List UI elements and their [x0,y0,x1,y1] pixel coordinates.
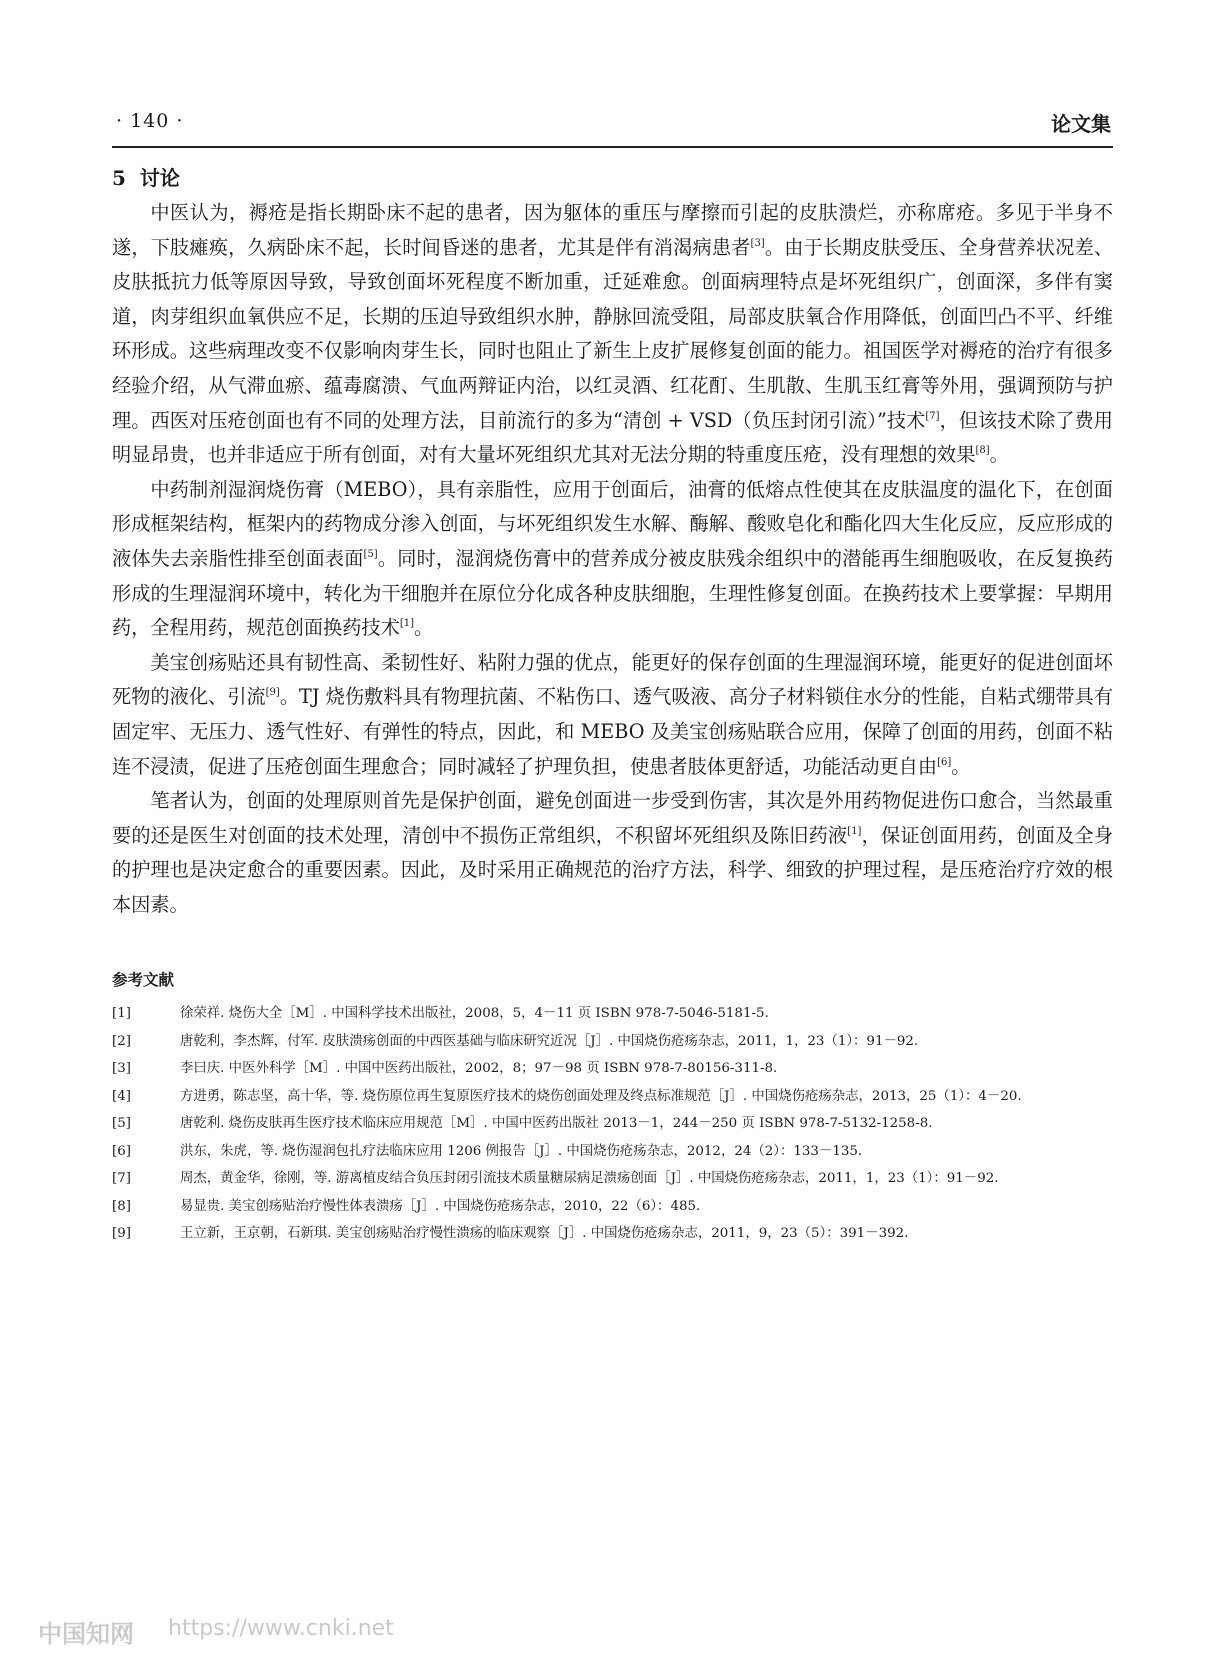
citation-marker[interactable]: [3] [750,237,765,249]
paragraph-text: 。由于长期皮肤受压、全身营养状况差、皮肤抵抗力低等原因导致，导致创面坏死程度不断加重，迁延难愈。创面病理特点是坏死组织广，创面深，多伴有窦道，肉芽组织血氧供应不足，长期的压迫导致组织水肿，静脉回流受阻，局部皮肤氧合作用降低，创面凹凸不平、纤维环形成。这些病理改变不仅影响肉芽生长，同时也阻止了新生上皮扩展修复创面的能力。祖国医学对褥疮的治疗有很多经验介绍，从气滞血瘀、蕴毒腐溃、气血两辩证内治，以红灵酒、红花酊、生肌散、生肌玉红膏等外用，强调预防与护理。西医对压疮创面也有不同的处理方法，目前流行的多为“清创 + VSD（负压封闭引流）”技术 [112,235,1114,432]
reference-item [112,1165,1113,1193]
reference-text: 徐荣祥. 烧伤大全［M］. 中国科学技术出版社，2008，5，4－11 页 ISBN 978-7-5046-5181-5. [180,1006,769,1021]
reference-number: [6] [112,1143,131,1159]
reference-item [112,1110,1113,1138]
page-number: · 140 · [116,110,184,132]
citation-marker[interactable]: [9] [265,687,280,699]
reference-text: 洪东，朱虎，等. 烧伤湿润包扎疗法临床应用 1206 例报告［J］. 中国烧伤疮疡杂志，2012，24（2）：133－135. [180,1143,863,1159]
reference-number: [7] [112,1171,131,1186]
section-title: 讨论 [139,166,180,190]
citation-marker[interactable]: [6] [937,756,952,768]
citation-marker[interactable]: [7] [925,410,940,422]
cnki-watermark-url: https://www.cnki.net [168,1616,394,1641]
paragraph-text: ，但该技术除了费用明显昂贵，也并非适应于所有创面，对有大量坏死组织尤其对无法分期的特重度压疮，没有理想的效果 [112,408,1113,467]
reference-item [112,1083,1113,1111]
reference-item [112,1000,1113,1028]
reference-number: [9] [112,1226,131,1241]
paragraph-text: 笔者认为，创面的处理原则首先是保护创面，避免创面进一步受到伤害，其次是外用药物促进伤口愈合，当然最重要的还是医生对创面的技术处理，清创中不损伤正常组织，不积留坏死组织及陈旧药液 [112,789,1113,847]
paragraph-text: 。 [413,616,434,640]
reference-number: [1] [112,1006,131,1021]
journal-section-title: 论文集 [1051,112,1111,136]
references-heading: 参考文献 [112,970,175,989]
reference-text: 方进勇，陈志坚，高十华，等. 烧伤原位再生复原医疗技术的烧伤创面处理及终点标准规范［J］. 中国烧伤疮疡杂志，2013，25（1）：4－20. [180,1088,1022,1104]
reference-text: 唐乾利，李杰辉，付军. 皮肤溃疡创面的中西医基础与临床研究近况［J］. 中国烧伤疮疡杂志，2011，1，23（1）：91－92. [180,1033,919,1049]
citation-marker[interactable]: [5] [363,548,378,560]
paragraph-text: 中医认为，褥疮是指长期卧床不起的患者，因为躯体的重压与摩擦而引起的皮肤溃烂，亦称席疮。多见于半身不遂，下肢瘫痪，久病卧床不起，长时间昏迷的患者，尤其是伴有消渴病患者 [112,201,1113,259]
reference-item [112,1028,1113,1056]
reference-text: 李曰庆. 中医外科学［M］. 中国中医药出版社，2002，8；97－98 页 ISBN 978-7-80156-311-8. [180,1061,778,1076]
paragraph-text: 。同时，湿润烧伤膏中的营养成分被皮肤残余组织中的潜能再生细胞吸收，在反复换药形成的生理湿润环境中，转化为干细胞并在原位分化成各种皮肤细胞，生理性修复创面。在换药技术上要掌握：早期用药，全程用药，规范创面换药技术 [112,546,1114,640]
reference-number: [2] [112,1033,131,1049]
section-heading [112,162,180,191]
discussion-body [112,196,1113,922]
reference-text: 唐乾利. 烧伤皮肤再生医疗技术临床应用规范［M］. 中国中医药出版社 2013－1，244－250 页 ISBN 978-7-5132-1258-8. [180,1116,933,1131]
citation-marker[interactable]: [1] [847,825,862,837]
reference-number: [5] [112,1116,131,1131]
section-number: 5 [112,166,126,190]
paragraph-text: 。TJ 烧伤敷料具有物理抗菌、不粘伤口、透气吸液、高分子材料锁住水分的性能，自粘式绷带具有固定牢、无压力、透气性好、有弹性的特点，因此，和 MEBO 及美宝创疡贴联合应用，保障了创面的用药，创面不粘连不浸渍，促进了压疮创面生理愈合；同时减轻了护理负担，使患者肢体更舒适，功能活动更自由 [112,685,1113,778]
reference-number: [4] [112,1088,131,1104]
reference-text: 易显贵. 美宝创疡贴治疗慢性体表溃疡［J］. 中国烧伤疮疡杂志，2010，22（6）：485. [180,1198,701,1214]
reference-item [112,1138,1113,1166]
reference-item [112,1220,1113,1248]
body-paragraph [112,473,1113,646]
paragraph-text: 。 [951,754,971,778]
citation-marker[interactable]: [1] [399,618,414,630]
paragraph-text: 。 [989,443,1009,467]
paragraph-text: 美宝创疡贴还具有韧性高、柔韧性好、粘附力强的优点，能更好的保存创面的生理湿润环境，能更好的促进创面坏死物的液化、引流 [112,650,1113,709]
body-paragraph [112,646,1113,784]
reference-number: [3] [112,1061,131,1076]
reference-text: 王立新，王京朝，石新琪. 美宝创疡贴治疗慢性溃疡的临床观察［J］. 中国烧伤疮疡杂志，2011，9，23（5）：391－392. [180,1226,909,1241]
references-list [112,1000,1113,1248]
reference-item [112,1055,1113,1083]
body-paragraph [112,196,1113,473]
body-paragraph [112,784,1113,922]
reference-item [112,1193,1113,1221]
header-divider [112,146,1113,148]
citation-marker[interactable]: [8] [975,445,990,457]
reference-text: 周杰，黄金华，徐刚，等. 游离植皮结合负压封闭引流技术质量糖尿病足溃疡创面［J］. 中国烧伤疮疡杂志，2011，1，23（1）：91－92. [180,1171,999,1186]
paragraph-text: 中药制剂湿润烧伤膏（MEBO），具有亲脂性，应用于创面后，油膏的低熔点性使其在皮肤温度的温化下，在创面形成框架结构，框架内的药物成分渗入创面，与坏死组织发生水解、酶解、酸败皂化和酯化四大生化反应，反应形成的液体失去亲脂性排至创面表面 [112,477,1113,570]
reference-number: [8] [112,1198,131,1214]
paragraph-text: ，保证创面用药，创面及全身的护理也是决定愈合的重要因素。因此，及时采用正确规范的治疗方法，科学、细致的护理过程，是压疮治疗疗效的根本因素。 [112,823,1114,916]
cnki-watermark-logo: 中国知网 [38,1620,134,1648]
